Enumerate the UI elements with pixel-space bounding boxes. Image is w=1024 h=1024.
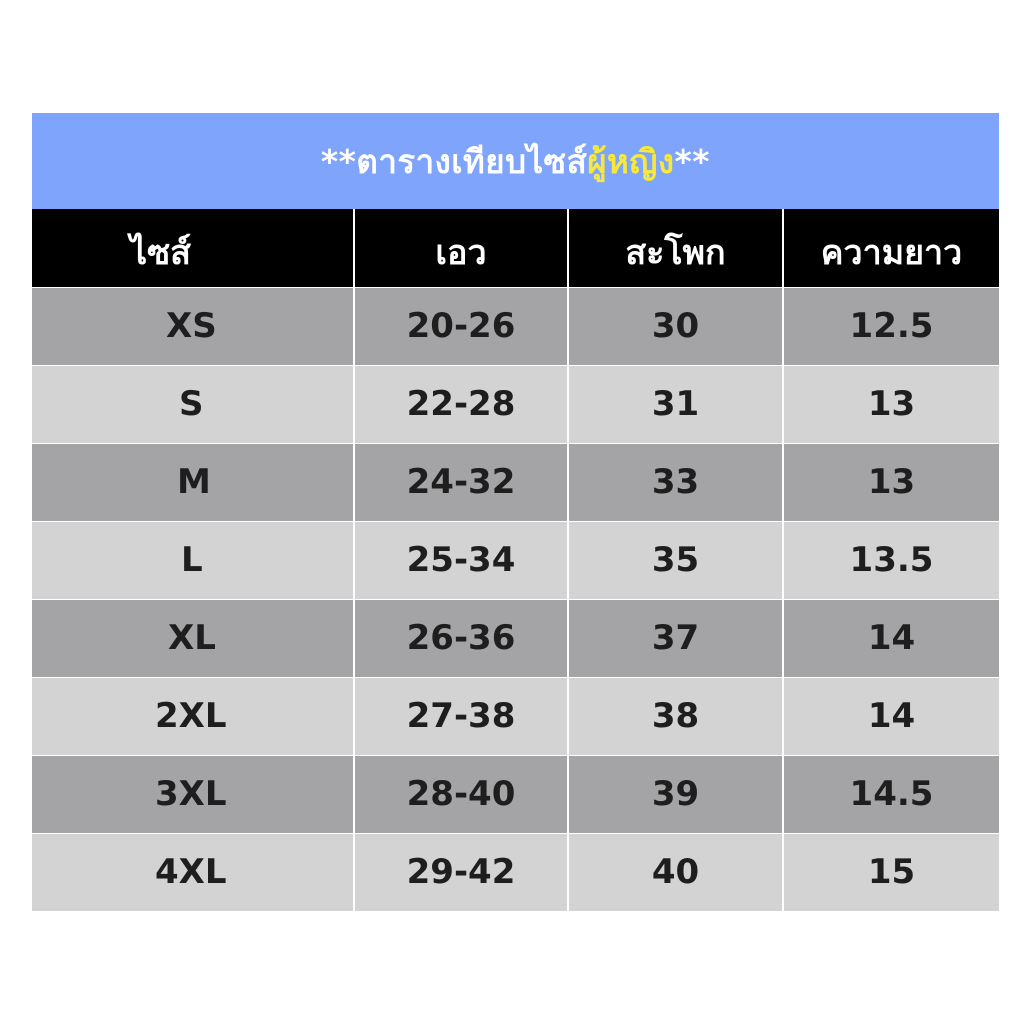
cell-hip: 40 — [568, 833, 783, 911]
cell-waist: 20-26 — [354, 287, 568, 365]
cell-hip: 31 — [568, 365, 783, 443]
cell-length: 13 — [783, 365, 999, 443]
cell-size: 4XL — [32, 833, 354, 911]
header-length: ความยาว — [783, 209, 999, 287]
cell-hip: 33 — [568, 443, 783, 521]
cell-hip: 37 — [568, 599, 783, 677]
cell-size: S — [32, 365, 354, 443]
cell-hip: 38 — [568, 677, 783, 755]
header-row — [32, 209, 999, 287]
size-table — [32, 209, 999, 911]
cell-waist: 28-40 — [354, 755, 568, 833]
cell-waist: 29-42 — [354, 833, 568, 911]
title-suffix: ** — [674, 141, 711, 181]
cell-hip: 35 — [568, 521, 783, 599]
cell-length: 12.5 — [783, 287, 999, 365]
cell-length: 13 — [783, 443, 999, 521]
cell-size: XS — [32, 287, 354, 365]
table-row — [32, 833, 999, 911]
cell-length: 14.5 — [783, 755, 999, 833]
cell-waist: 22-28 — [354, 365, 568, 443]
chart-title — [32, 113, 999, 209]
table-row — [32, 755, 999, 833]
cell-size: 2XL — [32, 677, 354, 755]
table-row — [32, 599, 999, 677]
size-chart — [32, 113, 999, 911]
cell-length: 14 — [783, 677, 999, 755]
title-prefix: **ตารางเทียบไซส์ — [320, 141, 588, 181]
cell-waist: 27-38 — [354, 677, 568, 755]
cell-size: L — [32, 521, 354, 599]
cell-hip: 39 — [568, 755, 783, 833]
cell-size: XL — [32, 599, 354, 677]
cell-length: 13.5 — [783, 521, 999, 599]
table-row — [32, 443, 999, 521]
table-row — [32, 365, 999, 443]
table-row — [32, 287, 999, 365]
cell-size: M — [32, 443, 354, 521]
cell-waist: 24-32 — [354, 443, 568, 521]
cell-hip: 30 — [568, 287, 783, 365]
cell-waist: 26-36 — [354, 599, 568, 677]
cell-waist: 25-34 — [354, 521, 568, 599]
header-size: ไซส์ — [32, 209, 354, 287]
cell-length: 14 — [783, 599, 999, 677]
header-hip: สะโพก — [568, 209, 783, 287]
table-row — [32, 677, 999, 755]
title-highlight: ผู้หญิง — [587, 141, 675, 181]
cell-length: 15 — [783, 833, 999, 911]
table-row — [32, 521, 999, 599]
header-waist: เอว — [354, 209, 568, 287]
cell-size: 3XL — [32, 755, 354, 833]
